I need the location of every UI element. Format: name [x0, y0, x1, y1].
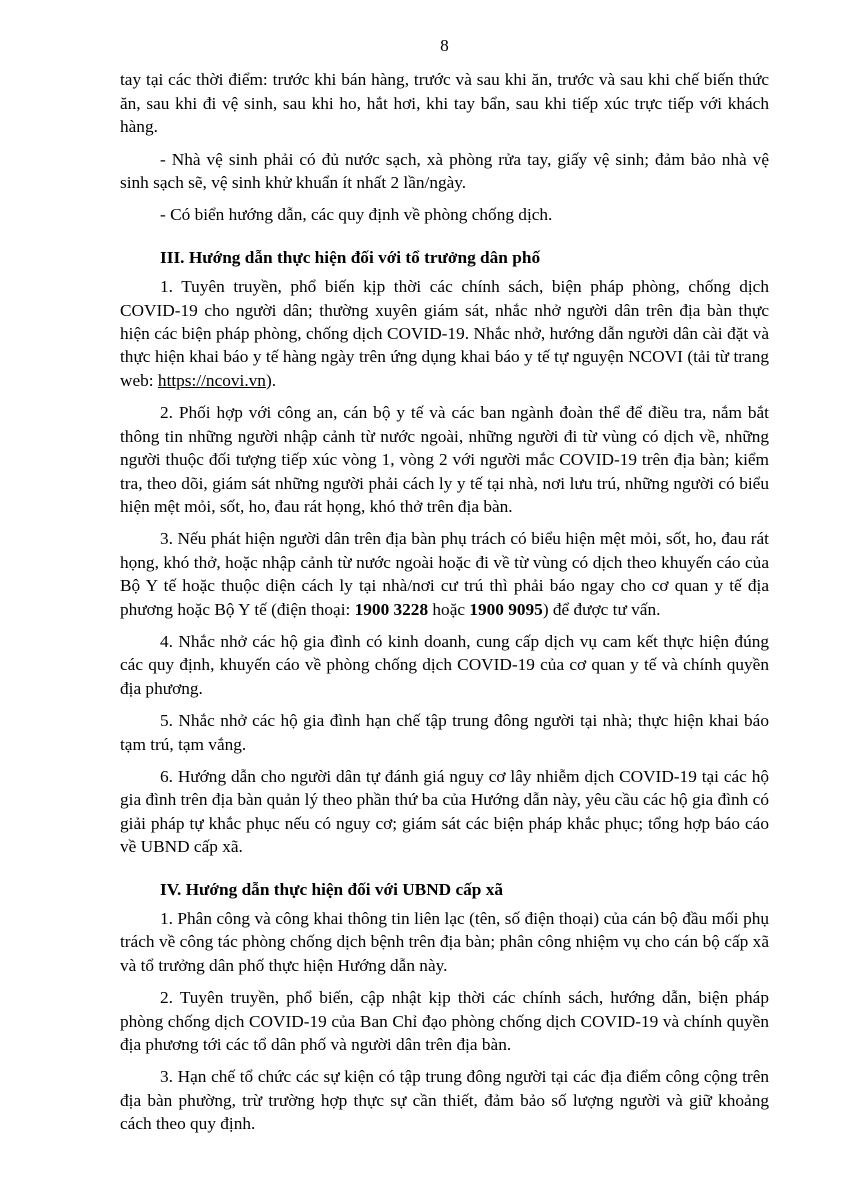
hotline-1: 1900 3228: [354, 599, 429, 619]
section-4-item-1: 1. Phân công và công khai thông tin liên lạc (tên, số điện thoại) của cán bộ đầu mối phụ trách về công tác phòng chống dịch bệnh trên địa bàn; phân công nhiệm vụ cho cán bộ cấp xã và tổ trưởng dân phố thực hiện Hướng dẫn này.: [120, 909, 769, 975]
section-4-item-2: 2. Tuyên truyền, phổ biến, cập nhật kịp thời các chính sách, hướng dẫn, biện pháp phòng chống dịch COVID-19 của Ban Chỉ đạo phòng chống dịch COVID-19 và chính quyền địa phương tới các tổ dân phố và người dân trên địa bàn.: [120, 988, 769, 1055]
intro-bullet-1: - Nhà vệ sinh phải có đủ nước sạch, xà phòng rửa tay, giấy vệ sinh; đảm bảo nhà vệ sinh sạch sẽ, vệ sinh khử khuẩn ít nhất 2 lần/ngày.: [120, 149, 769, 193]
section-3-item-3-text: 3. Nếu phát hiện người dân trên địa bàn phụ trách có biểu hiện mệt mỏi, sốt, ho, đau rát họng, khó thở, hoặc nhập cảnh từ nước ngoài hoặc đi về từ vùng có dịch theo khuyến cáo của Bộ Y tế hoặc thuộc diện cách ly tại nhà/nơi cư trú thì phải báo ngay cho cơ quan y tế địa phương hoặc Bộ Y tế (điện thoại:: [120, 529, 769, 619]
section-3-item-4: 4. Nhắc nhở các hộ gia đình có kinh doanh, cung cấp dịch vụ cam kết thực hiện đúng các quy định, khuyến cáo về phòng chống dịch COVID-19 của cơ quan y tế và chính quyền địa phương.: [120, 631, 769, 698]
section-3-item-6: 6. Hướng dẫn cho người dân tự đánh giá nguy cơ lây nhiễm dịch COVID-19 tại các hộ gia đình trên địa bàn quản lý theo phần thứ ba của Hướng dẫn này, yêu cầu các hộ gia đình có giải pháp tự khắc phục nếu có nguy cơ; giám sát các biện pháp khắc phục; tổng hợp báo cáo về UBND cấp xã.: [120, 766, 769, 857]
ncovi-link[interactable]: https://ncovi.vn: [157, 370, 266, 390]
intro-bullet-2: - Có biển hướng dẫn, các quy định về phòng chống dịch.: [160, 205, 553, 225]
section-3-item-5: 5. Nhắc nhở các hộ gia đình hạn chế tập trung đông người tại nhà; thực hiện khai báo tạm trú, tạm vắng.: [120, 711, 769, 754]
section-3-item-2: 2. Phối hợp với công an, cán bộ y tế và các ban ngành đoàn thể để điều tra, nắm bắt thông tin những người nhập cảnh từ nước ngoài, những người đi từ vùng có dịch về, những người thuộc đối tượng tiếp xúc vòng 1, vòng 2 với người mắc COVID-19 trên địa bàn; kiểm tra, theo dõi, giám sát những người phải cách ly y tế tại nhà, nơi lưu trú, những người có biểu hiện mệt mỏi, sốt, ho, đau rát họng, khó thở trên địa bàn.: [120, 403, 769, 516]
section-4-heading: IV. Hướng dẫn thực hiện đối với UBND cấp xã: [160, 879, 504, 899]
page-number: 8: [440, 36, 449, 55]
section-4-item-3: 3. Hạn chế tổ chức các sự kiện có tập trung đông người tại các địa điểm công cộng trên địa bàn phường, trừ trường hợp thực sự cần thiết, đảm bảo số lượng người và giữ khoảng cách theo quy định.: [120, 1067, 769, 1134]
intro-continuation: tay tại các thời điểm: trước khi bán hàng, trước và sau khi ăn, trước và sau khi chế biến thức ăn, sau khi đi vệ sinh, sau khi ho, hắt hơi, khi tay bẩn, sau khi tiếp xúc trực tiếp với khách hàng.: [120, 70, 769, 137]
section-3-item-3-or: hoặc: [428, 599, 470, 619]
hotline-2: 1900 9095: [469, 599, 543, 619]
section-3-item-1-end: ).: [265, 370, 277, 390]
section-3-item-3: [120, 527, 769, 621]
section-3-item-1-text: 1. Tuyên truyền, phổ biến kịp thời các chính sách, biện pháp phòng, chống dịch COVID-19 cho người dân; thường xuyên giám sát, nhắc nhở người dân trên địa bàn thực hiện các biện pháp phòng, chống dịch COVID-19. Nhắc nhở, hướng dẫn người dân cài đặt và thực hiện khai báo y tế hàng ngày trên ứng dụng khai báo y tế tự nguyện NCOVI (tải từ trang web:: [120, 277, 769, 390]
section-3-heading: III. Hướng dẫn thực hiện đối với tổ trưởng dân phố: [160, 247, 541, 267]
section-3-item-1: [120, 275, 769, 392]
section-3-item-3-end: ) để được tư vấn.: [542, 599, 661, 619]
